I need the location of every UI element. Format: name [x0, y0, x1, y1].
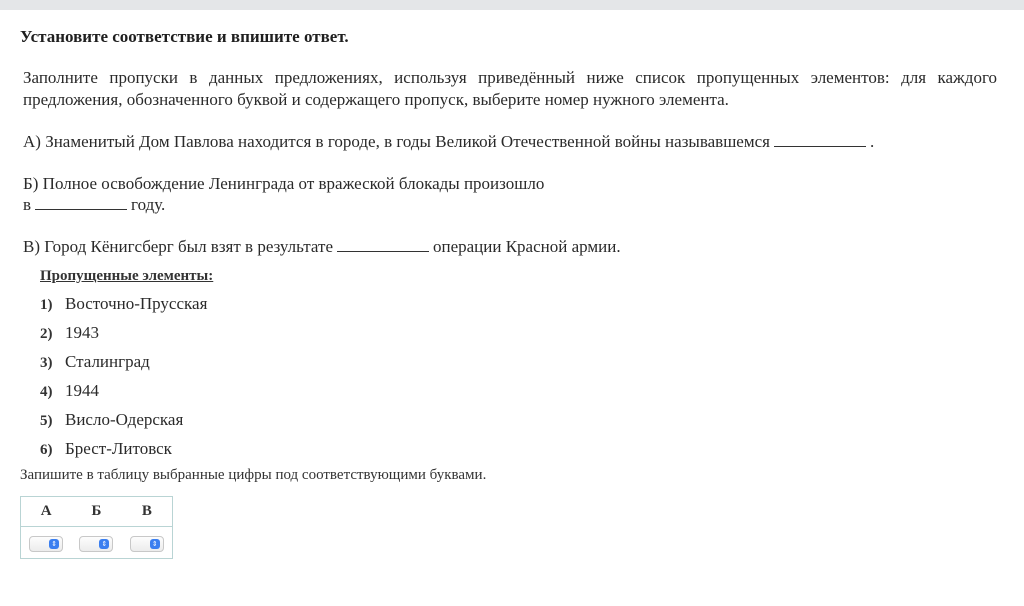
sentence-a	[23, 131, 874, 152]
column-header-c: В	[141, 503, 152, 519]
sentence-b-line1: Б) Полное освобождение Ленинграда от вражеской блокады произошло	[23, 174, 545, 193]
blank-a	[774, 132, 866, 147]
blank-c	[337, 237, 429, 252]
sentence-c-after: операции Красной армии.	[432, 237, 621, 256]
answer-table-row	[21, 527, 172, 560]
option-5	[40, 408, 207, 437]
answer-select-b[interactable]	[79, 536, 113, 552]
option-number: 6)	[40, 442, 53, 458]
option-text: 1943	[65, 323, 99, 342]
task-heading: Установите соответствие и впишите ответ.	[20, 27, 349, 46]
column-header-b: Б	[91, 503, 102, 519]
option-text: Восточно-Прусская	[65, 294, 208, 313]
missing-elements-list	[40, 292, 207, 466]
option-number: 4)	[40, 384, 53, 400]
answer-cell-a	[21, 536, 71, 552]
option-text: Брест-Литовск	[65, 439, 172, 458]
option-3	[40, 350, 207, 379]
answer-table-note: Запишите в таблицу выбранные цифры под соответствующими буквами.	[20, 467, 487, 483]
option-1	[40, 292, 207, 321]
option-text: Сталинград	[65, 352, 150, 371]
option-number: 3)	[40, 355, 53, 371]
option-4	[40, 379, 207, 408]
option-text: 1944	[65, 381, 99, 400]
option-number: 1)	[40, 297, 53, 313]
sentence-b-before: в	[23, 195, 32, 214]
option-number: 5)	[40, 413, 53, 429]
column-header-a: А	[40, 503, 52, 519]
answer-table-header	[21, 497, 172, 527]
blank-b	[35, 195, 127, 210]
answer-cell-b	[71, 536, 121, 552]
sentence-b	[23, 173, 544, 215]
top-bar	[0, 0, 1024, 10]
option-2	[40, 321, 207, 350]
answer-select-c[interactable]	[130, 536, 164, 552]
option-6	[40, 437, 207, 466]
option-text: Висло-Одерская	[65, 410, 184, 429]
select-arrows-icon: ⇕	[150, 539, 160, 549]
answer-select-a[interactable]	[29, 536, 63, 552]
answer-table	[20, 496, 173, 559]
missing-elements-title: Пропущенные элементы:	[40, 268, 214, 284]
sentence-b-after: году.	[131, 195, 166, 214]
sentence-c	[23, 236, 621, 257]
select-arrows-icon: ⇕	[49, 539, 59, 549]
task-instruction: Заполните пропуски в данных предложениях, используя приведённый ниже список пропущенных элементов: для каждого предложения, обозначенного буквой и содержащего пропуск, выберите номер нужного элемента.	[23, 68, 997, 109]
option-number: 2)	[40, 326, 53, 342]
sentence-c-text: В) Город Кёнигсберг был взят в результате	[23, 237, 333, 256]
answer-cell-c	[122, 536, 172, 552]
sentence-b-line2	[23, 194, 544, 215]
sentence-a-text: А) Знаменитый Дом Павлова находится в городе, в годы Великой Отечественной войны называвшемся	[23, 132, 770, 151]
sentence-a-end: .	[869, 132, 875, 151]
select-arrows-icon: ⇕	[99, 539, 109, 549]
